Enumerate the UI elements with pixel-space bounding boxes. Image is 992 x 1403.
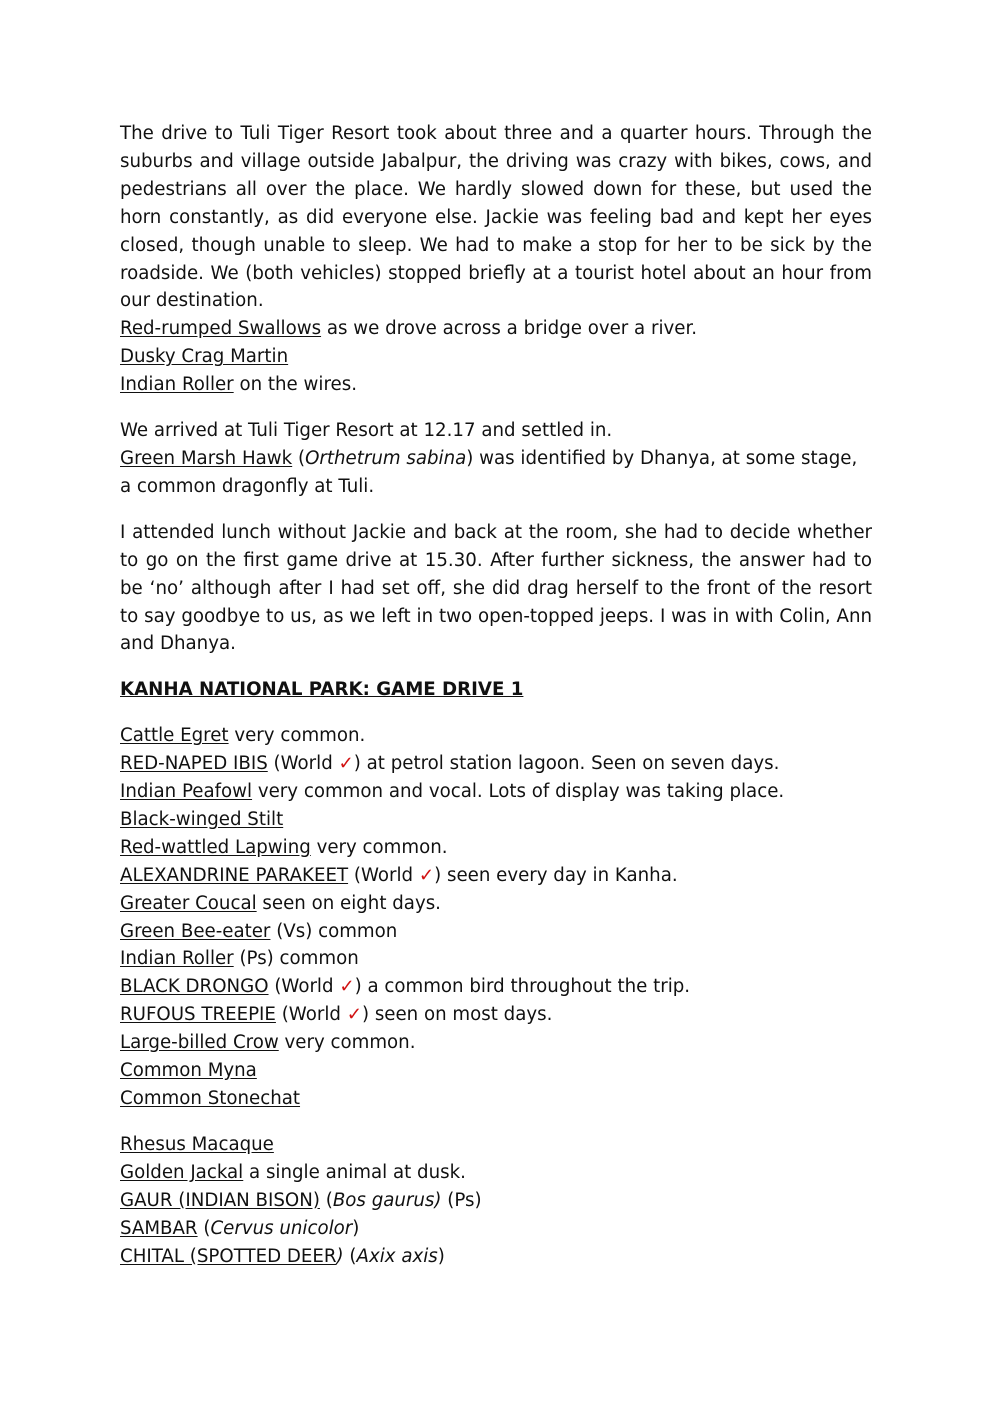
latin-name: Orthetrum sabina (305, 447, 467, 469)
species-name: Green Bee-eater (120, 920, 271, 942)
species-note: very common. (278, 1032, 416, 1054)
latin-name: Bos gaurus) (332, 1189, 442, 1211)
list-item (120, 722, 872, 750)
list-item (120, 1131, 872, 1159)
species-name: Common Myna (120, 1060, 257, 1082)
species-name: Indian Roller (120, 948, 234, 970)
list-item (120, 343, 872, 371)
species-note: ) seen on most days. (361, 1004, 553, 1026)
species-note: very common. (228, 725, 366, 747)
species-note: ) was identified by Dhanya, at some stage, (466, 447, 858, 469)
dragonfly-line: Green Marsh Hawk (Orthetrum sabina) was identified by Dhanya, at some stage, (120, 447, 858, 469)
list-item (120, 1085, 872, 1113)
list-item (120, 806, 872, 834)
species-note: ) seen every day in Kanha. (434, 864, 678, 886)
species-note: (Ps) (441, 1189, 482, 1211)
species-name: Indian Roller (120, 374, 234, 396)
species-name: Greater Coucal (120, 892, 257, 914)
bird-list (120, 722, 872, 1113)
species-note: on the wires. (233, 374, 357, 396)
species-note: a single animal at dusk. (243, 1161, 466, 1183)
species-name: RED-NAPED IBIS (120, 753, 268, 775)
latin-name: Cervus unicolor (210, 1217, 353, 1239)
species-name: Large-billed Crow (120, 1032, 279, 1054)
species-note: (Ps) common (233, 948, 359, 970)
species-name: Green Marsh Hawk (120, 447, 293, 469)
species-name: CHITAL (SPOTTED DEER (120, 1245, 337, 1267)
species-name: BLACK DRONGO (120, 976, 269, 998)
list-item (120, 778, 872, 806)
list-item (120, 1159, 872, 1187)
species-note: ) a common bird throughout the trip. (354, 976, 691, 998)
species-note: (Vs) common (270, 920, 398, 942)
species-note: very common and vocal. Lots of display was taking place. (252, 781, 785, 803)
species-name: Black-winged Stilt (120, 808, 284, 830)
intro-paragraph: The drive to Tuli Tiger Resort took about three and a quarter hours. Through the suburbs and village outside Jabalpur, the driving was crazy with bikes, cows, and pedestrians all over the place. We hardly slowed down for these, but used the horn constantly, as did everyone else. Jackie was feeling bad and kept her eyes closed, though unable to sleep. We had to make a stop for her to be sick by the roadside. We (both vehicles) stopped briefly at a tourist hotel about an hour from our destination. (120, 123, 872, 312)
list-item: ALEXANDRINE PARAKEET (World ✓) seen every day in Kanha. (120, 864, 678, 886)
species-note: as we drove across a bridge over a river. (321, 318, 698, 340)
species-name: SAMBAR (120, 1217, 198, 1239)
document-page (120, 120, 872, 1270)
species-name: Common Stonechat (120, 1088, 301, 1109)
list-item (120, 945, 872, 973)
list-item (120, 1057, 872, 1085)
species-name: Red-wattled Lapwing (120, 836, 311, 858)
species-name: Golden Jackal (120, 1161, 244, 1183)
species-name: Dusky Crag Martin (120, 346, 289, 368)
list-item (120, 834, 872, 862)
list-item (120, 315, 872, 343)
list-item: GAUR (INDIAN BISON) (Bos gaurus) (Ps) (120, 1189, 482, 1211)
species-name: Rhesus Macaque (120, 1133, 274, 1155)
species-name: ALEXANDRINE PARAKEET (120, 864, 349, 886)
checkmark-icon: ✓ (418, 864, 435, 886)
species-name: Cattle Egret (120, 725, 229, 747)
species-name: Indian Peafowl (120, 781, 253, 803)
dragonfly-note: a common dragonfly at Tuli. (120, 475, 375, 497)
species-note: ) at petrol station lagoon. Seen on seven days. (353, 753, 780, 775)
species-name: RUFOUS TREEPIE (120, 1004, 276, 1026)
latin-name: Axix axis (356, 1245, 438, 1267)
list-item: RED-NAPED IBIS (World ✓) at petrol station lagoon. Seen on seven days. (120, 753, 780, 775)
arrival-text: We arrived at Tuli Tiger Resort at 12.17 and settled in. (120, 420, 613, 442)
checkmark-icon: ✓ (338, 753, 354, 775)
list-item (120, 918, 872, 946)
species-note: very common. (310, 836, 448, 858)
species-name: GAUR (INDIAN BISON) (120, 1189, 320, 1211)
list-item: RUFOUS TREEPIE (World ✓) seen on most days. (120, 1004, 553, 1026)
list-item: CHITAL (SPOTTED DEER) (Axix axis) (120, 1245, 445, 1267)
list-item: BLACK DRONGO (World ✓) a common bird throughout the trip. (120, 976, 691, 998)
species-note: seen on eight days. (256, 892, 441, 914)
checkmark-icon: ✓ (346, 1004, 362, 1026)
list-item: SAMBAR (Cervus unicolor) (120, 1217, 360, 1239)
checkmark-icon: ✓ (339, 976, 355, 998)
list-item (120, 371, 872, 399)
section-heading: KANHA NATIONAL PARK: GAME DRIVE 1 (120, 679, 524, 701)
list-item (120, 890, 872, 918)
lunch-paragraph: I attended lunch without Jackie and back at the room, she had to decide whether to go on the first game drive at 15.30. After further sickness, the answer had to be ‘no’ although after I had set off, she did drag herself to the front of the resort to say goodbye to us, as we left in two open-topped jeeps. I was in with Colin, Ann and Dhanya. (120, 521, 872, 655)
drive-sightings (120, 315, 872, 399)
list-item (120, 1029, 872, 1057)
species-name: Red-rumped Swallows (120, 318, 322, 340)
mammal-list (120, 1131, 872, 1271)
